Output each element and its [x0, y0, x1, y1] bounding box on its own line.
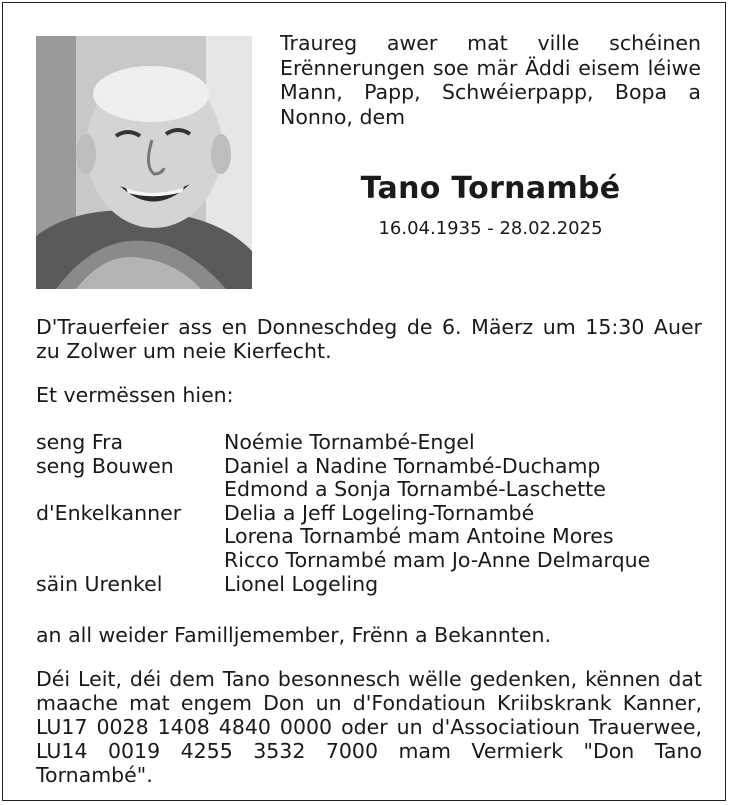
family-list [36, 431, 702, 596]
family-member: Lionel Logeling [224, 571, 379, 596]
family-group-sons [36, 455, 702, 502]
others-text: an all weider Familljemember, Frënn a Bekannten. [36, 623, 552, 647]
family-member: Ricco Tornambé mam Jo-Anne Delmarque [224, 547, 651, 572]
obituary-notice [2, 2, 726, 801]
donation-text: Déi Leit, déi dem Tano besonnesch wëlle gedenken, kënnen dat maache mat engem Don un d'Fondatioun Kriibskrank Kanner, LU17 0028 1408 4840 0000 oder un d'Associatioun Trauerwee, LU14 0019 4255 3532 7000 mam Vermierk "Don Tano Tornambé". [36, 667, 702, 787]
family-role: seng Bouwen [36, 453, 174, 478]
family-member: Noémie Tornambé-Engel [224, 430, 475, 454]
family-member: Edmond a Sonja Tornambé-Laschette [224, 477, 606, 502]
deceased-name: Tano Tornambé [360, 171, 621, 206]
family-role: seng Fra [36, 430, 124, 454]
ceremony-text: D'Trauerfeier ass en Donneschdeg de 6. Mäerz um 15:30 Auer zu Zolwer um neie Kierfecht. [36, 315, 702, 363]
family-group-wife [36, 431, 702, 455]
family-group-great-grandchild [36, 573, 702, 597]
family-member: Lorena Tornambé mam Antoine Mores [224, 524, 614, 549]
intro-text: Traureg awer mat ville schéinen Erënnerungen soe mär Äddi eisem léiwe Mann, Papp, Schwéierpapp, Bopa a Nonno, dem [280, 31, 701, 129]
mourners-heading: Et vermëssen hien: [36, 383, 234, 407]
family-group-grandchildren [36, 502, 702, 573]
life-dates: 16.04.1935 - 28.02.2025 [378, 218, 603, 239]
portrait-photo [36, 36, 252, 289]
family-member: Daniel a Nadine Tornambé-Duchamp [224, 453, 601, 478]
family-member: Delia a Jeff Logeling-Tornambé [224, 500, 535, 525]
family-role: säin Urenkel [36, 571, 163, 596]
family-role: d'Enkelkanner [36, 500, 182, 525]
